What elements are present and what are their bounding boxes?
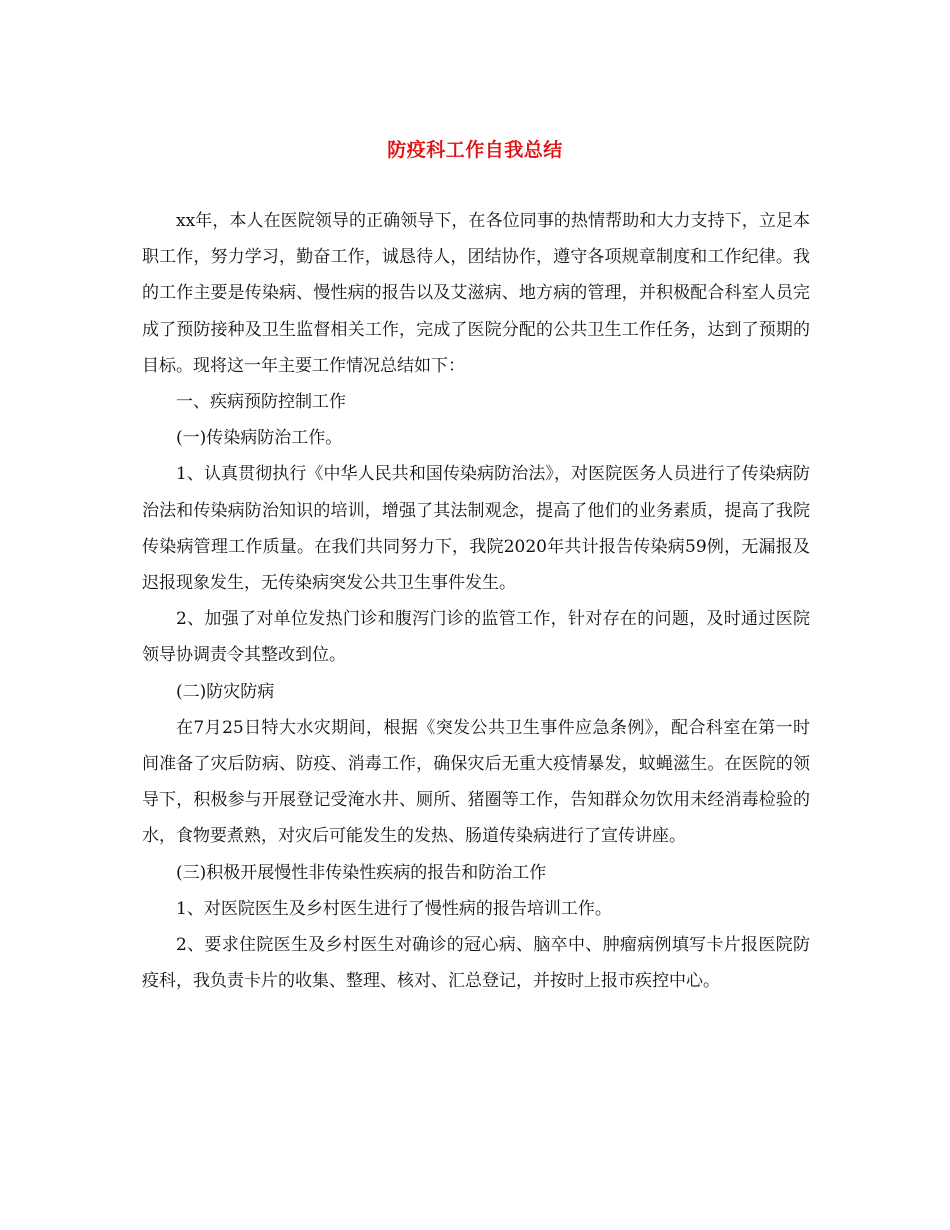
- document-title: 防疫科工作自我总结: [387, 139, 563, 161]
- paragraph-intro: xx年，本人在医院领导的正确领导下，在各位同事的热情帮助和大力支持下，立足本职工作，努力学习，勤奋工作，诚恳待人，团结协作，遵守各项规章制度和工作纪律。我的工作主要是传染病、慢性病的报告以及艾滋病、地方病的管理，并积极配合科室人员完成了预防接种及卫生监督相关工作，完成了医院分配的公共卫生工作任务，达到了预期的目标。现将这一年主要工作情况总结如下：: [142, 211, 810, 376]
- paragraph-flood: 在7月25日特大水灾期间，根据《突发公共卫生事件应急条例》，配合科室在第一时间准备了灾后防病、防疫、消毒工作，确保灾后无重大疫情暴发，蚊蝇滋生。在医院的领导下，积极参与开展登记受淹水井、厕所、猪圈等工作，告知群众勿饮用未经消毒检验的水，食物要煮熟，对灾后可能发生的发热、肠道传染病进行了宣传讲座。: [142, 717, 810, 847]
- heading-section-1: 一、疾病预防控制工作: [176, 392, 346, 413]
- heading-subsection-1: (一)传染病防治工作。: [176, 428, 343, 449]
- paragraph-chronic-2: 2、要求住院医生及乡村医生对确诊的冠心病、脑卒中、肿瘤病例填写卡片报医院防疫科，我负责卡片的收集、整理、核对、汇总登记，并按时上报市疾控中心。: [142, 935, 810, 992]
- paragraph-item-1: 1、认真贯彻执行《中华人民共和国传染病防治法》，对医院医务人员进行了传染病防治法和传染病防治知识的培训，增强了其法制观念，提高了他们的业务素质，提高了我院传染病管理工作质量。在我们共同努力下，我院2020年共计报告传染病59例，无漏报及迟报现象发生，无传染病突发公共卫生事件发生。: [142, 464, 810, 594]
- heading-subsection-2: (二)防灾防病: [176, 681, 275, 702]
- paragraph-chronic-1: 1、对医院医生及乡村医生进行了慢性病的报告培训工作。: [176, 898, 612, 919]
- paragraph-item-2: 2、加强了对单位发热门诊和腹泻门诊的监管工作，针对存在的问题，及时通过医院领导协调责令其整改到位。: [142, 609, 810, 666]
- heading-subsection-3: (三)积极开展慢性非传染性疾病的报告和防治工作: [176, 862, 547, 883]
- document-body: [142, 203, 810, 999]
